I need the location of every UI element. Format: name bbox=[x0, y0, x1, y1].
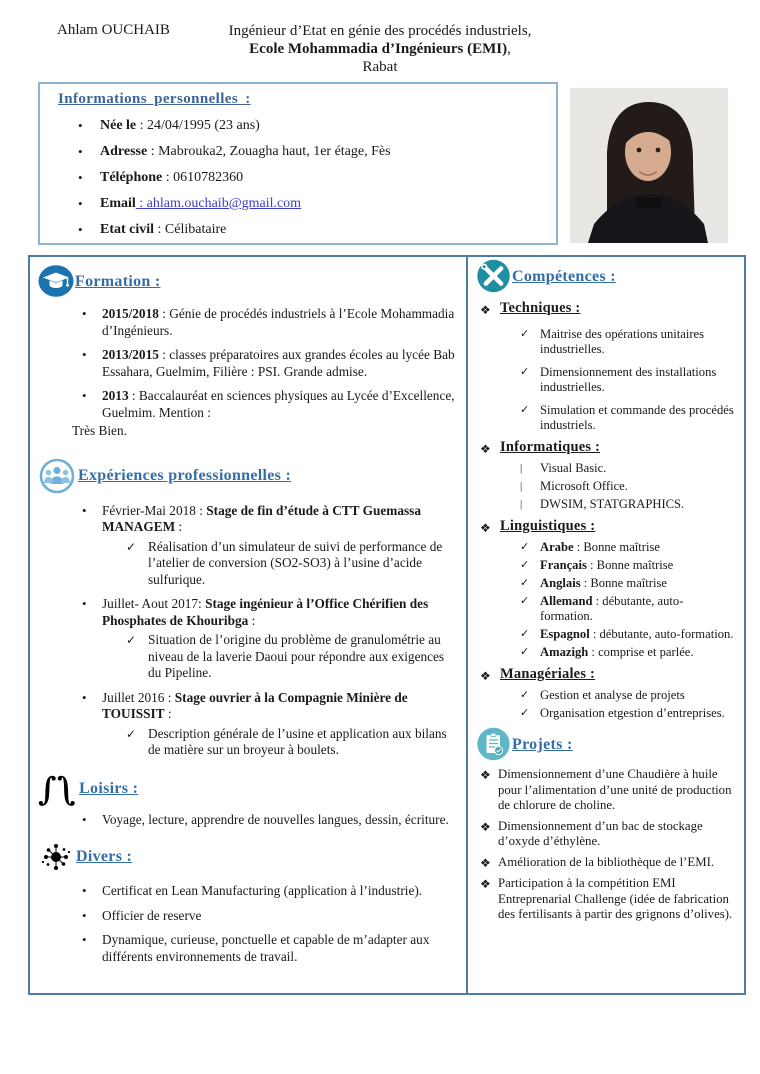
experience-item: • Juillet 2016 : Stage ouvrier à la Compagnie Minière de TOUISSIT : bbox=[82, 689, 408, 721]
title-line-1: Ingénieur d’Etat en génie des procédés industriels, bbox=[228, 23, 532, 39]
diamond-icon: ❖ bbox=[480, 877, 491, 891]
competence-item: ✓ Dimensionnement des installations industrielles. bbox=[520, 365, 717, 394]
candidate-title bbox=[0, 22, 760, 76]
diamond-icon: ❖ bbox=[480, 303, 491, 317]
competence-group-title: ❖ Techniques : bbox=[480, 300, 581, 317]
check-icon: ✓ bbox=[520, 366, 530, 378]
competence-group-title: ❖ Managériales : bbox=[480, 666, 596, 683]
info-item-phone: • Téléphone : 0610782360 bbox=[78, 170, 244, 185]
bullet-icon: • bbox=[82, 306, 87, 321]
competences-section-head bbox=[476, 259, 736, 294]
competence-item: ✓ Français : Bonne maîtrise bbox=[520, 558, 674, 572]
formation-mention: Très Bien. bbox=[72, 423, 127, 438]
competence-group-techniques bbox=[476, 327, 736, 433]
check-icon: ✓ bbox=[126, 726, 137, 741]
info-item-marital-status: • Etat civil : Célibataire bbox=[78, 222, 227, 237]
bullet-icon: • bbox=[82, 907, 87, 923]
competence-item: ✓ Organisation etgestion d’entreprises. bbox=[520, 706, 725, 720]
title-line-3: Rabat bbox=[362, 59, 398, 75]
projet-item: ❖ Dimensionnement d’une Chaudière à huile pour l’alimentation d’une unité de production de chlorure de choline. bbox=[480, 767, 732, 812]
formation-heading: Formation : bbox=[75, 272, 161, 290]
experience-item: • Juillet- Aout 2017: Stage ingénieur à l’Office Chérifien des Phosphates de Khouribga : bbox=[82, 596, 429, 628]
check-icon: ✓ bbox=[520, 328, 530, 340]
crossed-tools-icon bbox=[476, 259, 512, 294]
check-icon: ✓ bbox=[126, 539, 137, 554]
projet-item: ❖ Dimensionnement d’un bac de stockage d’oxyde d’éthylène. bbox=[480, 818, 703, 848]
competence-group-manageriales bbox=[476, 688, 736, 721]
competence-item: ✓ Espagnol : débutante, auto-formation. bbox=[520, 627, 734, 641]
competence-item: ✓ Anglais : Bonne maîtrise bbox=[520, 576, 667, 590]
projets-heading: Projets : bbox=[512, 735, 573, 753]
loisirs-section-head bbox=[38, 769, 456, 808]
check-icon: ✓ bbox=[520, 707, 530, 719]
title-line-2: Ecole Mohammadia d’Ingénieurs (EMI), bbox=[249, 41, 511, 57]
experience-heading: Expériences professionnelles : bbox=[78, 467, 292, 484]
divers-item: • Certificat en Lean Manufacturing (application à l’industrie). bbox=[82, 883, 423, 898]
personal-info-heading: Informations personnelles : bbox=[58, 91, 251, 107]
bullet-icon: • bbox=[82, 347, 87, 362]
competence-item: ✓ Simulation et commande des procédés industriels. bbox=[520, 403, 734, 432]
competence-item: ✓ Allemand : débutante, auto-formation. bbox=[520, 594, 684, 623]
bullet-icon: • bbox=[78, 170, 83, 185]
divers-item: • Officier de reserve bbox=[82, 907, 202, 923]
experience-subitem: ✓ Description générale de l’usine et application aux bilans de matière sur un broyeur à boulets. bbox=[126, 725, 447, 757]
bullet-icon: • bbox=[82, 811, 87, 827]
left-column bbox=[30, 257, 468, 993]
bullet-icon: • bbox=[78, 222, 83, 237]
info-item-email: • Email : ahlam.ouchaib@gmail.com bbox=[78, 196, 302, 211]
formation-section-head bbox=[38, 265, 456, 298]
formation-item: • 2013 : Baccalauréat en sciences physiques au Lycée d’Excellence, Guelmim. Mention : bbox=[82, 388, 455, 420]
experience-section-head bbox=[38, 458, 456, 495]
divers-heading: Divers : bbox=[76, 848, 133, 865]
check-icon: ✓ bbox=[126, 633, 137, 647]
diamond-icon: ❖ bbox=[480, 819, 491, 834]
competence-item: ✓ Gestion et analyse de projets bbox=[520, 688, 685, 702]
clipboard-check-icon bbox=[476, 727, 512, 762]
bullet-icon: • bbox=[82, 502, 87, 518]
personal-info-box bbox=[38, 82, 558, 245]
competence-item: ✓ Amazigh : comprise et parlée. bbox=[520, 645, 694, 659]
bullet-icon: • bbox=[78, 196, 83, 211]
team-icon bbox=[38, 458, 78, 495]
projet-item: ❖ Participation à la compétition EMI Entreprenarial Challenge (idée de fabrication des fertilisants à partir des grignons d’olives). bbox=[480, 876, 733, 921]
competence-item: ✓ Maitrise des opérations unitaires industrielles. bbox=[520, 327, 705, 356]
competence-group-title: ❖ Linguistiques : bbox=[480, 518, 596, 535]
diamond-icon: ❖ bbox=[480, 768, 491, 782]
diamond-icon: ❖ bbox=[480, 669, 491, 683]
check-icon: ✓ bbox=[520, 577, 530, 589]
competences-heading: Compétences : bbox=[512, 267, 616, 285]
right-column bbox=[468, 257, 744, 993]
divers-section-head bbox=[38, 839, 456, 875]
projets-section-head bbox=[476, 727, 736, 762]
bullet-icon: • bbox=[82, 689, 87, 705]
bullet-icon: • bbox=[82, 883, 87, 898]
experience-subitem: ✓ Situation de l’origine du problème de granulométrie au niveau de la laverie Daoui pour répondre aux exigences du Pipeline. bbox=[126, 632, 445, 680]
check-icon: ✓ bbox=[520, 595, 530, 607]
check-icon: ✓ bbox=[520, 541, 530, 553]
check-icon: ✓ bbox=[520, 559, 530, 571]
formation-item: • 2013/2015 : classes préparatoires aux grandes écoles au lycée Bab Essahara, Guelmim, Filière : PSI. Grande admise. bbox=[82, 347, 455, 379]
diamond-icon: ❖ bbox=[480, 855, 491, 870]
bullet-icon: • bbox=[78, 144, 83, 159]
check-icon: ✓ bbox=[520, 689, 530, 701]
formation-item: • 2015/2018 : Génie de procédés industriels à l’Ecole Mohammadia d’Ingénieurs. bbox=[82, 306, 455, 338]
experience-subitem: ✓ Réalisation d’un simulateur de suivi de performance de l’atelier de conversion (SO2-SO3) à l’usine d’acide sulfurique. bbox=[126, 538, 443, 587]
check-icon: ✓ bbox=[520, 646, 530, 658]
projet-item: ❖ Amélioration de la bibliothèque de l’EMI. bbox=[480, 854, 715, 870]
info-item-address: • Adresse : Mabrouka2, Zouagha haut, 1er étage, Fès bbox=[78, 144, 391, 159]
bullet-icon: • bbox=[82, 388, 87, 403]
experience-item: • Février-Mai 2018 : Stage de fin d’étude à CTT Guemassa MANAGEM : bbox=[82, 502, 421, 534]
bullet-icon: • bbox=[82, 932, 87, 947]
divers-item: • Dynamique, curieuse, ponctuelle et capable de m’adapter aux différents environnements de travail. bbox=[82, 932, 430, 964]
graduation-cap-icon bbox=[38, 265, 75, 298]
bullet-icon: • bbox=[78, 118, 83, 133]
email-link[interactable]: : ahlam.ouchaib@gmail.com bbox=[135, 196, 302, 211]
loisirs-item: • Voyage, lecture, apprendre de nouvelles langues, dessin, écriture. bbox=[82, 811, 449, 827]
competence-item: | Microsoft Office. bbox=[520, 479, 628, 493]
competence-group-linguistiques bbox=[476, 540, 736, 660]
molecule-burst-icon bbox=[38, 839, 74, 875]
check-icon: ✓ bbox=[520, 628, 530, 640]
info-item-birthdate: • Née le : 24/04/1995 (23 ans) bbox=[78, 118, 260, 133]
music-f-holes-icon: ∫ ∫ bbox=[38, 769, 76, 808]
diamond-icon: ❖ bbox=[480, 521, 491, 535]
bar-icon: | bbox=[520, 498, 523, 510]
bar-icon: | bbox=[520, 462, 523, 474]
competence-item: | DWSIM, STATGRAPHICS. bbox=[520, 497, 685, 511]
competence-group-title: ❖ Informatiques : bbox=[480, 439, 601, 456]
check-icon: ✓ bbox=[520, 404, 530, 416]
competence-item: | Visual Basic. bbox=[520, 461, 607, 475]
diamond-icon: ❖ bbox=[480, 442, 491, 456]
competence-item: ✓ Arabe : Bonne maîtrise bbox=[520, 540, 660, 554]
bar-icon: | bbox=[520, 480, 523, 492]
loisirs-heading: Loisirs : bbox=[79, 779, 139, 797]
competence-group-informatiques bbox=[476, 461, 736, 512]
candidate-name: Ahlam OUCHAIB bbox=[57, 22, 170, 38]
profile-photo bbox=[570, 88, 728, 243]
bullet-icon: • bbox=[82, 596, 87, 611]
main-content-box bbox=[28, 255, 746, 995]
